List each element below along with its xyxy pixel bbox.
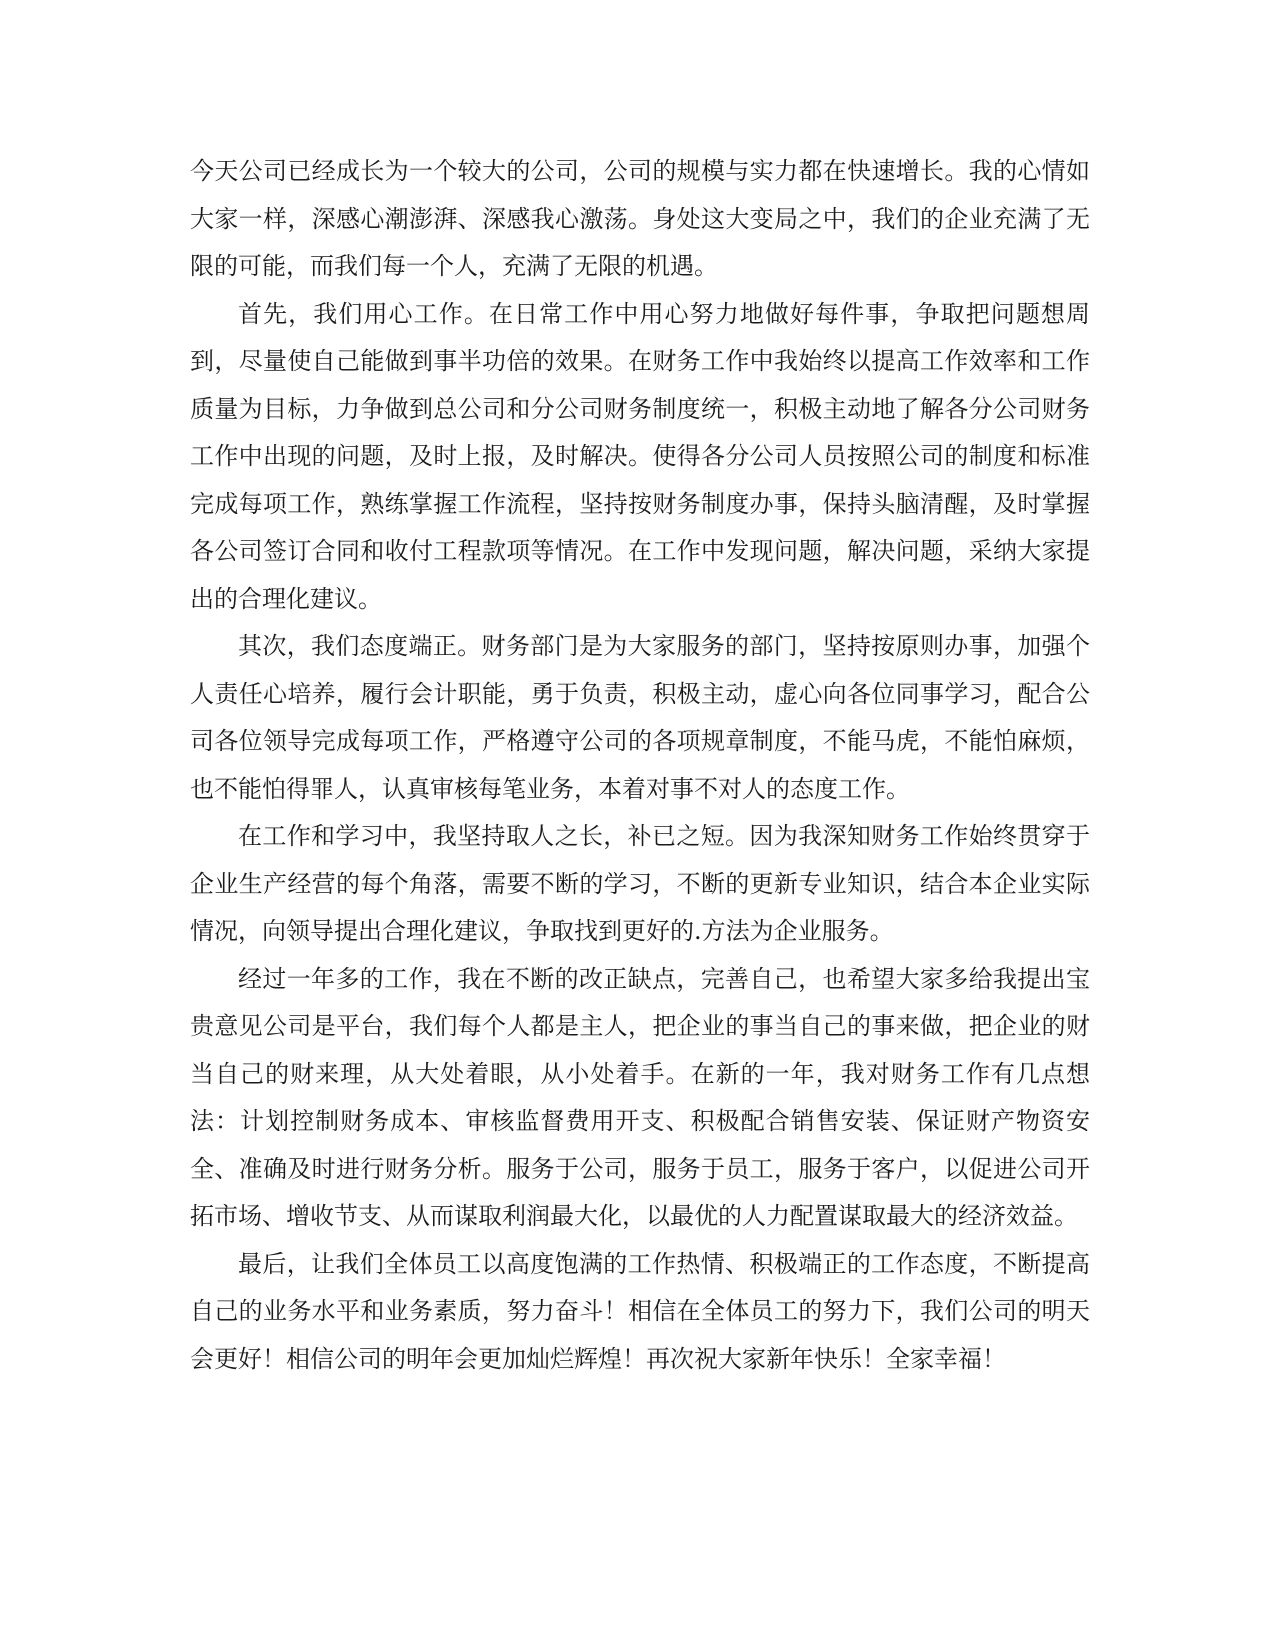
paragraph-fourth: 经过一年多的工作，我在不断的改正缺点，完善自己，也希望大家多给我提出宝贵意见公司是平台，我们每个人都是主人，把企业的事当自己的事来做，把企业的财当自己的财来理，从大处着眼，从小处着手。在新的一年，我对财务工作有几点想法：计划控制财务成本、审核监督费用开支、积极配合销售安装、保证财产物资安全、准确及时进行财务分析。服务于公司，服务于员工，服务于客户，以促进公司开拓市场、增收节支、从而谋取利润最大化，以最优的人力配置谋取最大的经济效益。 (190, 964, 1090, 1230)
document-body (190, 148, 1090, 1383)
paragraph-second: 其次，我们态度端正。财务部门是为大家服务的部门，坚持按原则办事，加强个人责任心培养，履行会计职能，勇于负责，积极主动，虚心向各位同事学习，配合公司各位领导完成每项工作，严格遵守公司的各项规章制度，不能马虎，不能怕麻烦，也不能怕得罪人，认真审核每笔业务，本着对事不对人的态度工作。 (190, 632, 1090, 803)
paragraph-closing: 最后，让我们全体员工以高度饱满的工作热情、积极端正的工作态度，不断提高自己的业务水平和业务素质，努力奋斗！相信在全体员工的努力下，我们公司的明天会更好！相信公司的明年会更加灿烂辉煌！再次祝大家新年快乐！全家幸福！ (190, 1249, 1090, 1373)
paragraph-first: 首先，我们用心工作。在日常工作中用心努力地做好每件事，争取把问题想周到，尽量使自己能做到事半功倍的效果。在财务工作中我始终以提高工作效率和工作质量为目标，力争做到总公司和分公司财务制度统一，积极主动地了解各分公司财务工作中出现的问题，及时上报，及时解决。使得各分公司人员按照公司的制度和标准完成每项工作，熟练掌握工作流程，坚持按财务制度办事，保持头脑清醒，及时掌握各公司签订合同和收付工程款项等情况。在工作中发现问题，解决问题，采纳大家提出的合理化建议。 (190, 299, 1090, 613)
paragraph-third: 在工作和学习中，我坚持取人之长，补已之短。因为我深知财务工作始终贯穿于企业生产经营的每个角落，需要不断的学习，不断的更新专业知识，结合本企业实际情况，向领导提出合理化建议，争取找到更好的.方法为企业服务。 (190, 822, 1090, 945)
paragraph-intro: 今天公司已经成长为一个较大的公司，公司的规模与实力都在快速增长。我的心情如大家一样，深感心潮澎湃、深感我心激荡。身处这大变局之中，我们的企业充满了无限的可能，而我们每一个人，充满了无限的机遇。 (190, 157, 1090, 280)
